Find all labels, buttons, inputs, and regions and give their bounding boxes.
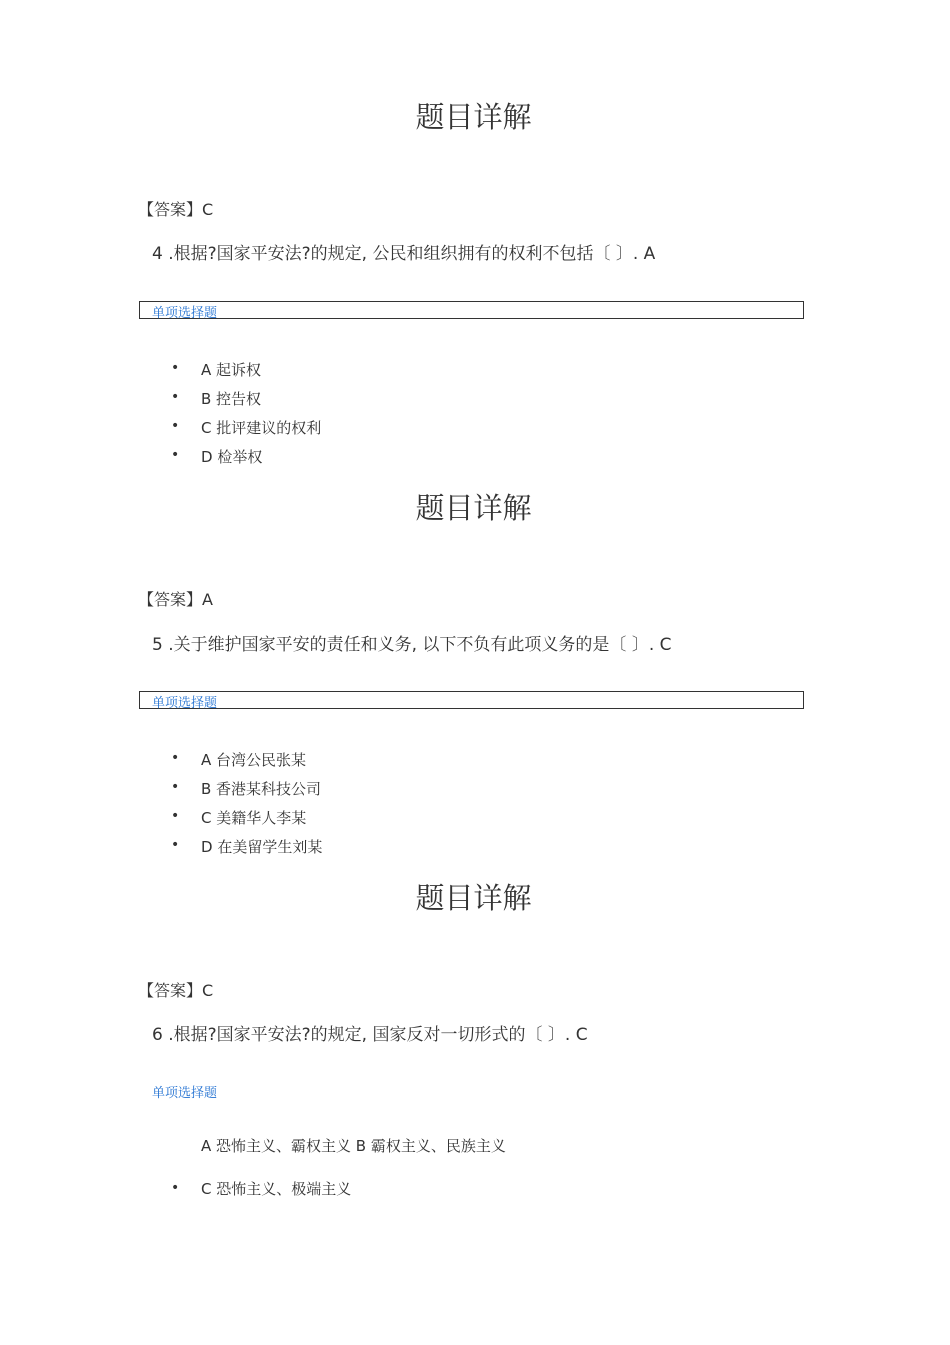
option-item: D 在美留学生刘某 — [201, 838, 323, 856]
bullet-icon: • — [171, 360, 180, 376]
bullet-icon: • — [171, 1180, 180, 1196]
option-item: D 检举权 — [201, 448, 263, 466]
question-text: 5 .关于维护国家平安的责任和义务, 以下不负有此项义务的是〔 〕. C — [152, 635, 672, 655]
option-item: A 起诉权 — [201, 361, 262, 379]
bullet-icon: • — [171, 389, 180, 405]
option-item: C 恐怖主义、极端主义 — [201, 1180, 352, 1198]
question-type-label: 单项选择题 — [152, 1086, 218, 1101]
question-text: 6 .根据?国家平安法?的规定, 国家反对一切形式的〔 〕. C — [152, 1025, 588, 1045]
answer-line: 【答案】C — [138, 200, 214, 219]
option-item: C 批评建议的权利 — [201, 419, 322, 437]
question-type-box — [139, 691, 804, 709]
option-item: A 恐怖主义、霸权主义 B 霸权主义、民族主义 — [201, 1137, 506, 1155]
section-title: 题目详解 — [415, 881, 532, 915]
question-type-label: 单项选择题 — [152, 306, 218, 321]
option-item: A 台湾公民张某 — [201, 751, 307, 769]
option-item: B 香港某科技公司 — [201, 780, 322, 798]
answer-line: 【答案】A — [138, 590, 213, 609]
bullet-icon: • — [171, 837, 180, 853]
option-item: B 控告权 — [201, 390, 262, 408]
bullet-icon: • — [171, 808, 180, 824]
question-type-label: 单项选择题 — [152, 696, 218, 711]
option-item: C 美籍华人李某 — [201, 809, 307, 827]
question-text: 4 .根据?国家平安法?的规定, 公民和组织拥有的权利不包括〔 〕. A — [152, 244, 656, 264]
section-title: 题目详解 — [415, 100, 532, 134]
bullet-icon: • — [171, 750, 180, 766]
section-title: 题目详解 — [415, 491, 532, 525]
bullet-icon: • — [171, 779, 180, 795]
answer-line: 【答案】C — [138, 981, 214, 1000]
bullet-icon: • — [171, 447, 180, 463]
bullet-icon: • — [171, 418, 180, 434]
question-type-box — [139, 301, 804, 319]
